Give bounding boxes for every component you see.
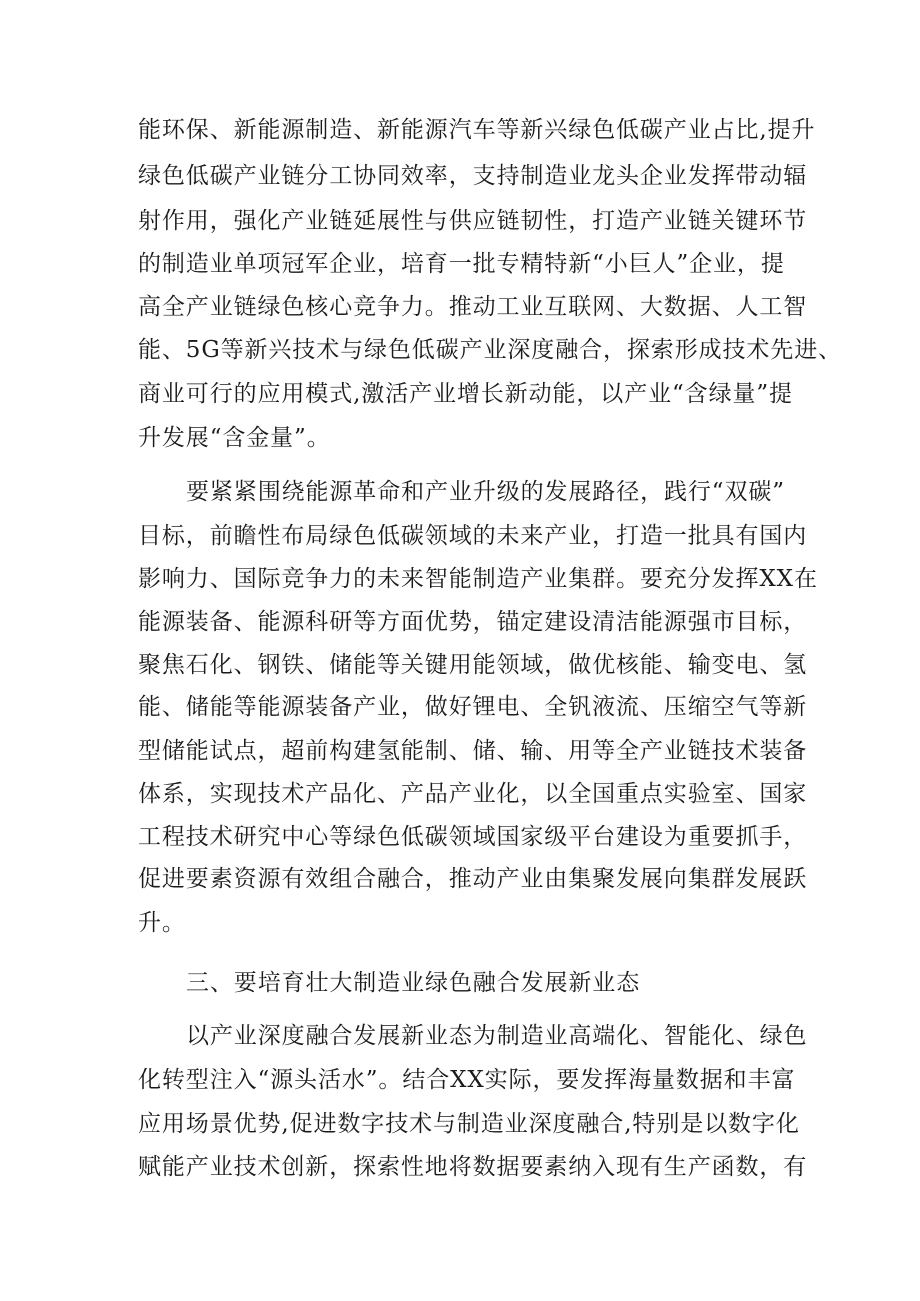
text-line: 工程技术研究中心等绿色低碳领域国家级平台建设为重要抓手，: [138, 824, 808, 850]
text-line: 射作用，强化产业链延展性与供应链韧性，打造产业链关键环节: [138, 208, 808, 234]
text-line: 高全产业链绿色核心竞争力。推动工业互联网、大数据、人工智: [138, 294, 808, 320]
text-line: 的制造业单项冠军企业，培育一批专精特新“小巨人”企业，提: [138, 251, 785, 277]
text-line: 目标，前瞻性布局绿色低碳领域的未来产业，打造一批具有国内: [138, 523, 808, 549]
text-line: 影响力、国际竞争力的未来智能制造产业集群。要充分发挥XX在: [138, 566, 818, 592]
text-line: 升。: [138, 910, 186, 936]
text-line: 绿色低碳产业链分工协同效率，支持制造业龙头企业发挥带动辐: [138, 163, 808, 189]
text-line: 体系，实现技术产品化、产品产业化，以全国重点实验室、国家: [138, 781, 808, 807]
text-line: 型储能试点，超前构建氢能制、储、输、用等全产业链技术装备: [138, 738, 808, 764]
text-line: 应用场景优势,促进数字技术与制造业深度融合,特别是以数字化: [138, 1111, 800, 1137]
text-line: 商业可行的应用模式,激活产业增长新动能，以产业“含绿量”提: [138, 381, 793, 407]
text-line: 以产业深度融合发展新业态为制造业高端化、智能化、绿色: [186, 1023, 808, 1049]
text-line: 促进要素资源有效组合融合，推动产业由集聚发展向集群发展跃: [138, 866, 808, 892]
text-line: 要紧紧围绕能源革命和产业升级的发展路径，践行“双碳”: [186, 479, 785, 505]
section-heading: 三、要培育壮大制造业绿色融合发展新业态: [186, 970, 641, 996]
text-line: 能、储能等能源装备产业，做好锂电、全钒液流、压缩空气等新: [138, 694, 808, 720]
text-line: 赋能产业技术创新，探索性地将数据要素纳入现有生产函数，有: [138, 1154, 808, 1180]
text-line: 聚焦石化、钢铁、储能等关键用能领域，做优核能、输变电、氢: [138, 652, 808, 678]
text-line: 能环保、新能源制造、新能源汽车等新兴绿色低碳产业占比,提升: [138, 117, 816, 143]
text-line: 升发展“含金量”。: [138, 425, 331, 451]
text-line: 能源装备、能源科研等方面优势，锚定建设清洁能源强市目标，: [138, 609, 808, 635]
text-line: 能、5G等新兴技术与绿色低碳产业深度融合，探索形成技术先进、: [138, 337, 843, 363]
text-line: 化转型注入“源头活水”。结合XX实际，要发挥海量数据和丰富: [138, 1067, 796, 1093]
